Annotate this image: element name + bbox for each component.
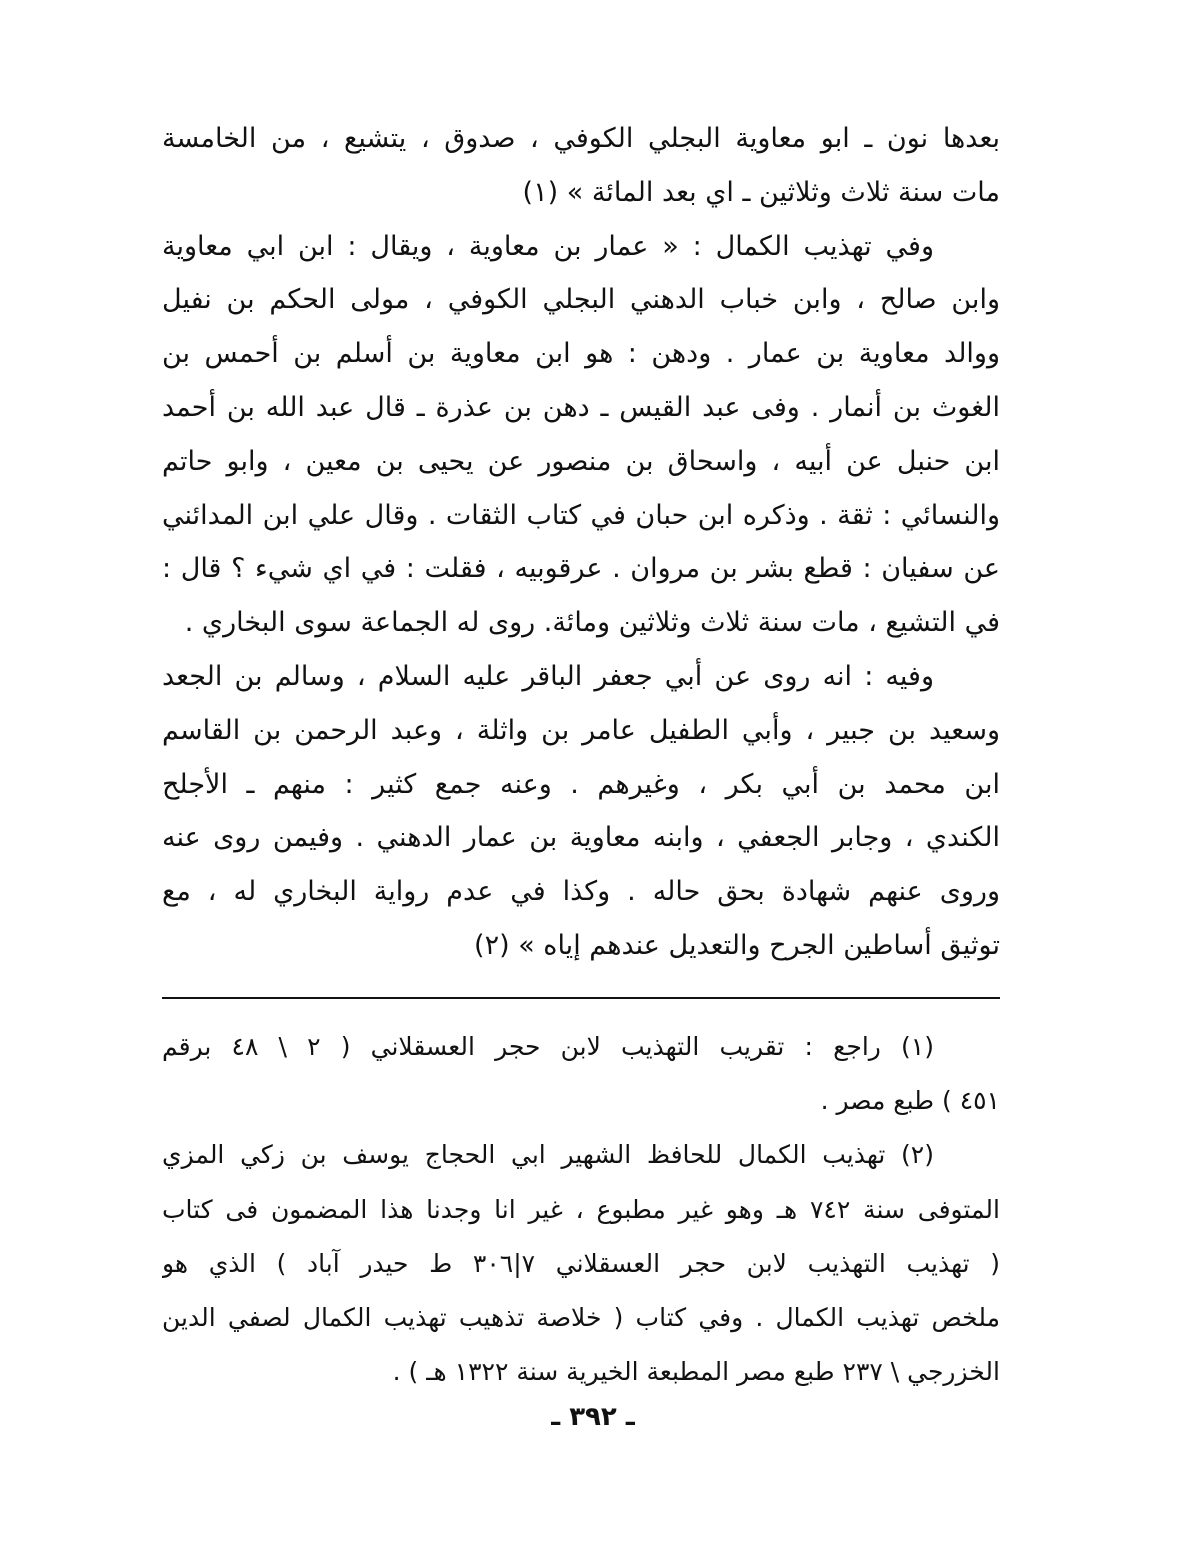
main-text-block	[162, 112, 1000, 973]
main-text-line: في التشيع ، مات سنة ثلاث وثلاثين ومائة. روى له الجماعة سوى البخاري .	[184, 607, 1000, 639]
footnote-line: ( تهذيب التهذيب لابن حجر العسقلاني ٧|٣٠٦ ط حيدر آباد ) الذي هو	[162, 1248, 1000, 1278]
footnote-line: (١) راجع : تقريب التهذيب لابن حجر العسقلاني ( ٢ \ ٤٨ برقم	[162, 1032, 934, 1061]
main-text-line: مات سنة ثلاث وثلاثين ـ اي بعد المائة » (١)	[522, 176, 1000, 208]
footnote-line: الخزرجي \ ٢٣٧ طبع مصر المطبعة الخيرية سنة ١٣٢٢ هـ ) .	[392, 1357, 1000, 1387]
main-text-line: ابن محمد بن أبي بكر ، وغيرهم . وعنه جمع كثير : منهم ـ الأجلح	[162, 768, 1000, 800]
main-text-line: بعدها نون ـ ابو معاوية البجلي الكوفي ، صدوق ، يتشيع ، من الخامسة	[162, 123, 1000, 154]
main-text-line: وفيه : انه روى عن أبي جعفر الباقر عليه السلام ، وسالم بن الجعد	[162, 660, 934, 692]
main-text-line: وفي تهذيب الكمال : « عمار بن معاوية ، ويقال : ابن ابي معاوية	[162, 230, 934, 262]
footnote-separator	[162, 997, 1000, 999]
main-text-line: عن سفيان : قطع بشر بن مروان . عرقوبيه ، فقلت : في اي شيء ؟ قال :	[162, 553, 1000, 585]
main-text-line: الكندي ، وجابر الجعفي ، وابنه معاوية بن عمار الدهني . وفيمن روى عنه	[162, 822, 1000, 854]
footnotes-block	[162, 1020, 1000, 1399]
main-text-line: وسعيد بن جبير ، وأبي الطفيل عامر بن واثلة ، وعبد الرحمن بن القاسم	[162, 714, 1000, 746]
main-text-line: ابن حنبل عن أبيه ، واسحاق بن منصور عن يحيى بن معين ، وابو حاتم	[162, 445, 1000, 477]
footnote-line: المتوفى سنة ٧٤٢ هـ وهو غير مطبوع ، غير انا وجدنا هذا المضمون فى كتاب	[162, 1194, 1000, 1224]
footnote-line: (٢) تهذيب الكمال للحافظ الشهير ابي الحجاج يوسف بن زكي المزي	[162, 1140, 934, 1170]
main-text-line: وابن صالح ، وابن خباب الدهني البجلي الكوفي ، مولى الحكم بن نفيل	[162, 284, 1000, 316]
main-text-line: ووالد معاوية بن عمار . ودهن : هو ابن معاوية بن أسلم بن أحمس بن	[162, 338, 1000, 370]
main-text-line: توثيق أساطين الجرح والتعديل عندهم إياه » (٢)	[474, 929, 1000, 961]
main-text-line: والنسائي : ثقة . وذكره ابن حبان في كتاب الثقات . وقال علي ابن المدائني	[162, 499, 1000, 531]
footnote-line: ٤٥١ ) طبع مصر .	[820, 1086, 1000, 1116]
footnote-line: ملخص تهذيب الكمال . وفي كتاب ( خلاصة تذهيب تهذيب الكمال لصفي الدين	[162, 1302, 1000, 1332]
page-number: ـ ٣٩٢ ـ	[551, 1402, 635, 1432]
main-text-line: الغوث بن أنمار . وفى عبد القيس ـ دهن بن عذرة ـ قال عبد الله بن أحمد	[162, 391, 1000, 423]
main-text-line: وروى عنهم شهادة بحق حاله . وكذا في عدم رواية البخاري له ، مع	[162, 876, 1000, 908]
